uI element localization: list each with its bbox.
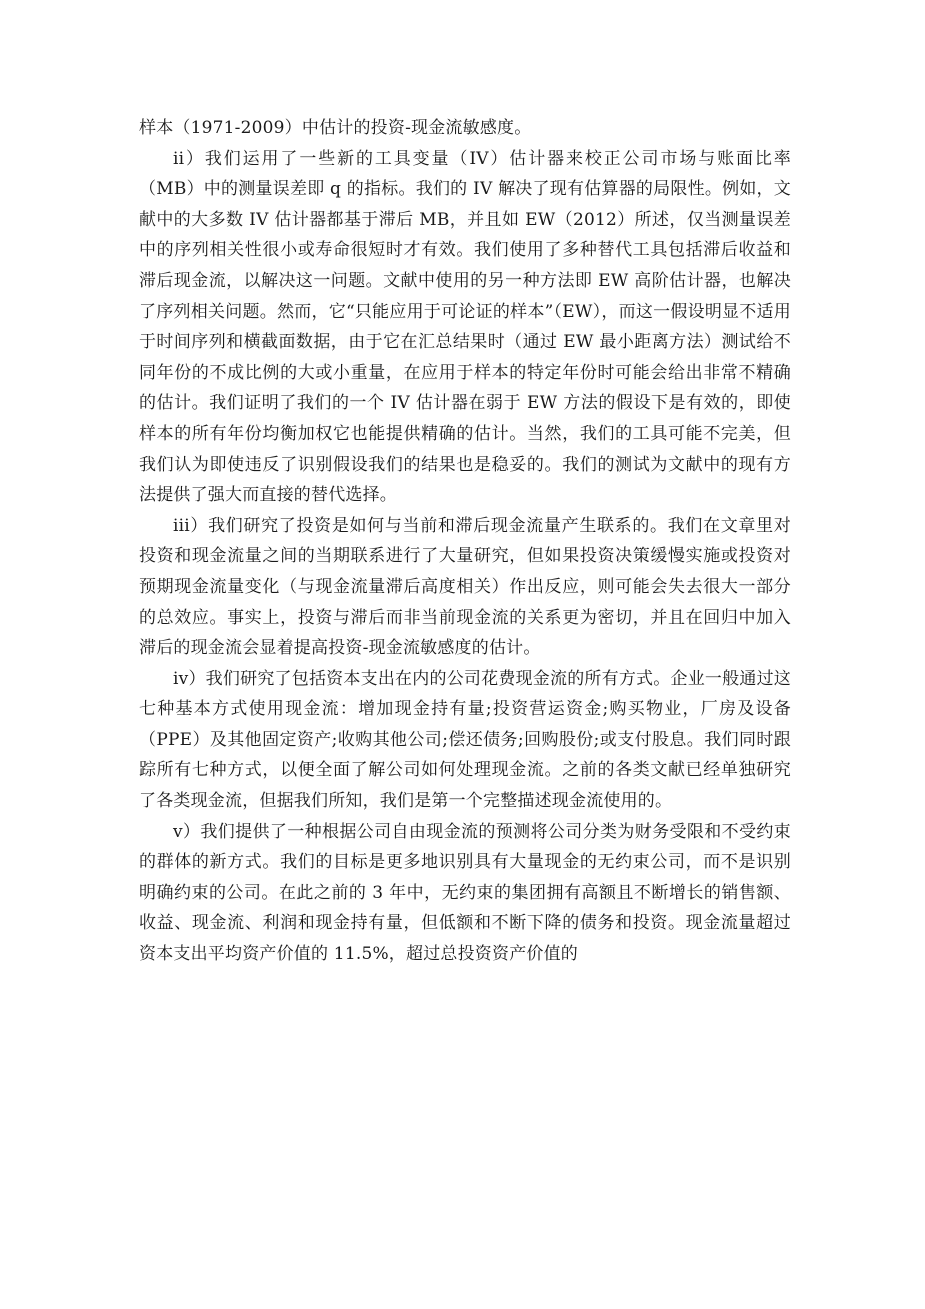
document-body bbox=[139, 113, 791, 970]
paragraph-iv: iv）我们研究了包括资本支出在内的公司花费现金流的所有方式。企业一般通过这七种基本方式使用现金流：增加现金持有量;投资营运资金;购买物业，厂房及设备（PPE）及其他固定资产;收购其他公司;偿还债务;回购股份;或支付股息。我们同时跟踪所有七种方式，以便全面了解公司如何处理现金流。之前的各类文献已经单独研究了各类现金流，但据我们所知，我们是第一个完整描述现金流使用的。 bbox=[139, 668, 791, 812]
paragraph-iii: iii）我们研究了投资是如何与当前和滞后现金流量产生联系的。我们在文章里对投资和现金流量之间的当期联系进行了大量研究，但如果投资决策缓慢实施或投资对预期现金流量变化（与现金流量滞后高度相关）作出反应，则可能会失去很大一部分的总效应。事实上，投资与滞后而非当前现金流的关系更为密切，并且在回归中加入滞后的现金流会显着提高投资-现金流敏感度的估计。 bbox=[139, 515, 791, 659]
paragraph-v: v）我们提供了一种根据公司自由现金流的预测将公司分类为财务受限和不受约束的群体的新方式。我们的目标是更多地识别具有大量现金的无约束公司，而不是识别明确约束的公司。在此之前的 3 年中，无约束的集团拥有高额且不断增长的销售额、收益、现金流、利润和现金持有量，但低额和不断下降的债务和投资。现金流量超过资本支出平均资产价值的 11.5%，超过总投资资产价值的 bbox=[139, 821, 791, 965]
paragraph-continuation: 样本（1971-2009）中估计的投资-现金流敏感度。 bbox=[139, 118, 532, 138]
paragraph-ii: ii）我们运用了一些新的工具变量（IV）估计器来校正公司市场与账面比率（MB）中的测量误差即 q 的指标。我们的 IV 解决了现有估算器的局限性。例如，文献中的大多数 IV 估计器都基于滞后 MB，并且如 EW（2012）所述，仅当测量误差中的序列相关性很小或寿命很短时才有效。我们使用了多种替代工具包括滞后收益和滞后现金流，以解决这一问题。文献中使用的另一种方法即 EW 高阶估计器，也解决了序列相关问题。然而，它“只能应用于可论证的样本”（EW），而这一假设明显不适用于时间序列和横截面数据，由于它在汇总结果时（通过 EW 最小距离方法）测试给不同年份的不成比例的大或小重量，在应用于样本的特定年份时可能会给出非常不精确的估计。我们证明了我们的一个 IV 估计器在弱于 EW 方法的假设下是有效的，即使样本的所有年份均衡加权它也能提供精确的估计。当然，我们的工具可能不完美，但我们认为即使违反了识别假设我们的结果也是稳妥的。我们的测试为文献中的现有方法提供了强大而直接的替代选择。 bbox=[139, 148, 791, 506]
